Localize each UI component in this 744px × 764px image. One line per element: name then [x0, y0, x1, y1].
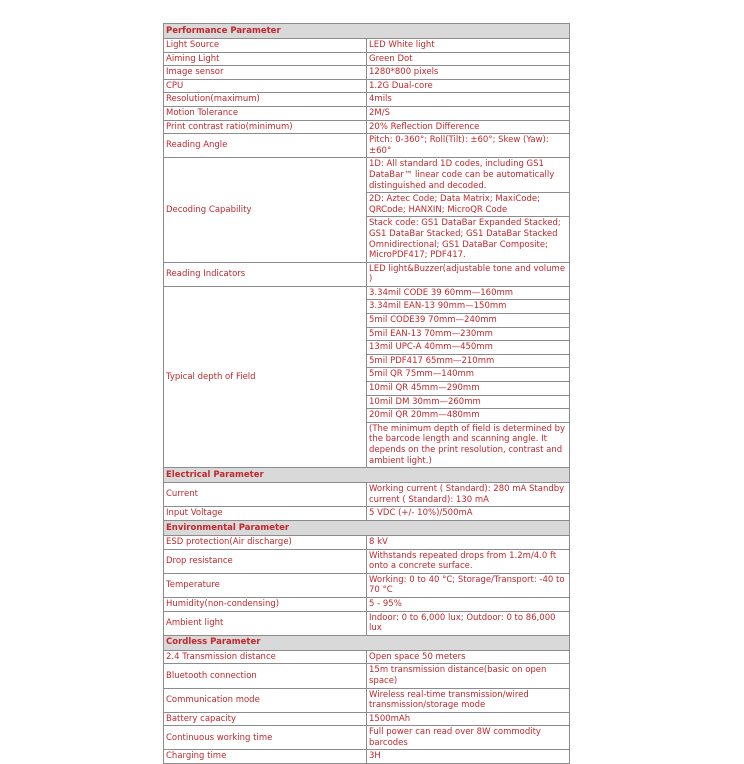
parameter-value: Working current ( Standard): 280 mA Standby current ( Standard): 130 mA: [367, 483, 570, 507]
section-title: Cordless Parameter: [164, 635, 570, 650]
parameter-name: Decoding Capability: [164, 158, 367, 262]
parameter-name: Reading Indicators: [164, 262, 367, 286]
table-row: [164, 39, 570, 53]
parameter-value-line: 10mil DM 30mm—260mm: [367, 395, 569, 409]
parameter-value-line: 5mil EAN-13 70mm—230mm: [367, 327, 569, 341]
parameter-value: Indoor: 0 to 6,000 lux; Outdoor: 0 to 86,000 lux: [367, 611, 570, 635]
parameter-value-line: 2D: Aztec Code; Data Matrix; MaxiCode; QRCode; HANXIN; MicroQR Code: [367, 192, 569, 216]
parameter-name: 2.4 Transmission distance: [164, 650, 367, 664]
parameter-value: 15m transmission distance(basic on open space): [367, 664, 570, 688]
parameter-value: 5 VDC (+/- 10%)/500mA: [367, 507, 570, 521]
table-row: [164, 549, 570, 573]
parameter-value-line: 5mil PDF417 65mm—210mm: [367, 354, 569, 368]
table-row: [164, 66, 570, 80]
table-row: [164, 650, 570, 664]
parameter-value-line: 10mil QR 45mm—290mm: [367, 381, 569, 395]
parameter-value: 5 - 95%: [367, 597, 570, 611]
parameter-name: Continuous working time: [164, 726, 367, 750]
parameter-name: Typical depth of Field: [164, 286, 367, 467]
table-row: [164, 688, 570, 712]
parameter-name: Light Source: [164, 39, 367, 53]
parameter-value-line: 3.34mil EAN-13 90mm—150mm: [367, 299, 569, 313]
parameter-value: Wireless real-time transmission/wired transmission/storage mode: [367, 688, 570, 712]
parameter-value-line: 1D: All standard 1D codes, including GS1 DataBar™ linear code can be automatically distinguished and decoded.: [369, 159, 555, 191]
table-row: [164, 750, 570, 764]
parameter-value: Pitch: 0-360°; Roll(Tilt): ±60°; Skew (Yaw): ±60°: [367, 134, 570, 158]
parameter-name: Bluetooth connection: [164, 664, 367, 688]
section-header-row: [164, 468, 570, 483]
parameter-name: Aiming Light: [164, 52, 367, 66]
parameter-value-group: [367, 158, 570, 262]
table-row: [164, 712, 570, 726]
table-row: [164, 573, 570, 597]
table-row: [164, 664, 570, 688]
section-title: Performance Parameter: [164, 24, 570, 39]
table-row: [164, 120, 570, 134]
table-row: [164, 79, 570, 93]
parameter-value: Open space 50 meters: [367, 650, 570, 664]
parameter-name: Charging time: [164, 750, 367, 764]
parameter-name: Battery capacity: [164, 712, 367, 726]
parameter-value: 20% Reflection Difference: [367, 120, 570, 134]
table-row: [164, 726, 570, 750]
parameter-value: LED White light: [367, 39, 570, 53]
parameter-name: ESD protection(Air discharge): [164, 535, 367, 549]
parameter-value-group: [367, 286, 570, 467]
parameter-value: 1.2G Dual-core: [367, 79, 570, 93]
table-row: [164, 93, 570, 107]
parameter-value-line: (The minimum depth of field is determined by the barcode length and scanning angle. It depends on the print resolution, contrast and ambient light.): [367, 422, 569, 467]
parameter-value: Withstands repeated drops from 1.2m/4.0 ft onto a concrete surface.: [367, 549, 570, 573]
parameter-name: Print contrast ratio(minimum): [164, 120, 367, 134]
spec-table-body: [164, 24, 570, 764]
parameter-value: 1280*800 pixels: [367, 66, 570, 80]
parameter-name: Resolution(maximum): [164, 93, 367, 107]
parameter-value-line: Stack code: GS1 DataBar Expanded Stacked; GS1 DataBar Stacked; GS1 DataBar Stacked Omnidirectional; GS1 DataBar Composite; MicroPDF417; PDF417.: [367, 216, 569, 261]
section-title: Environmental Parameter: [164, 520, 570, 535]
table-row: [164, 483, 570, 507]
parameter-value: Green Dot: [367, 52, 570, 66]
table-row: [164, 134, 570, 158]
parameter-name: Ambient light: [164, 611, 367, 635]
parameter-value: 1500mAh: [367, 712, 570, 726]
table-row: [164, 507, 570, 521]
table-row: [164, 158, 570, 262]
table-row: [164, 611, 570, 635]
table-row: [164, 597, 570, 611]
table-row: [164, 106, 570, 120]
parameter-value: LED light&Buzzer(adjustable tone and volume ): [367, 262, 570, 286]
parameter-name: Motion Tolerance: [164, 106, 367, 120]
section-header-row: [164, 24, 570, 39]
parameter-name: Reading Angle: [164, 134, 367, 158]
section-header-row: [164, 635, 570, 650]
parameter-value: 3H: [367, 750, 570, 764]
parameter-name: Humidity(non-condensing): [164, 597, 367, 611]
parameter-value-line: 3.34mil CODE 39 60mm—160mm: [369, 287, 514, 298]
parameter-value-line: 5mil CODE39 70mm—240mm: [367, 313, 569, 327]
parameter-name: Current: [164, 483, 367, 507]
parameter-value: Working: 0 to 40 °C; Storage/Transport: -40 to 70 °C: [367, 573, 570, 597]
parameter-name: Input Voltage: [164, 507, 367, 521]
table-row: [164, 535, 570, 549]
parameter-value: 8 kV: [367, 535, 570, 549]
parameter-value-line: 5mil QR 75mm—140mm: [367, 367, 569, 381]
parameter-value-line: 13mil UPC-A 40mm—450mm: [367, 340, 569, 354]
parameter-name: Temperature: [164, 573, 367, 597]
section-header-row: [164, 520, 570, 535]
parameter-name: Image sensor: [164, 66, 367, 80]
section-title: Electrical Parameter: [164, 468, 570, 483]
parameter-name: CPU: [164, 79, 367, 93]
parameter-value: 2M/S: [367, 106, 570, 120]
spec-table: [163, 23, 570, 764]
table-row: [164, 52, 570, 66]
parameter-value-line: 20mil QR 20mm—480mm: [367, 408, 569, 422]
parameter-value: 4mils: [367, 93, 570, 107]
table-row: [164, 262, 570, 286]
parameter-value: Full power can read over 8W commodity barcodes: [367, 726, 570, 750]
table-row: [164, 286, 570, 467]
parameter-name: Drop resistance: [164, 549, 367, 573]
parameter-name: Communication mode: [164, 688, 367, 712]
